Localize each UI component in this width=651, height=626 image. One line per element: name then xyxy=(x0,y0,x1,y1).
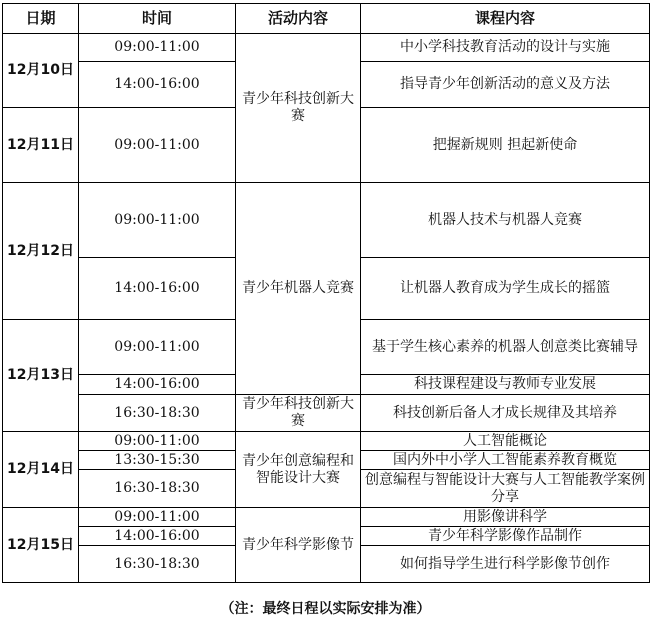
time-cell: 16:30-18:30 xyxy=(79,395,236,432)
table-row xyxy=(3,183,650,258)
time-cell: 09:00-11:00 xyxy=(79,183,236,258)
time-cell: 09:00-11:00 xyxy=(79,320,236,375)
table-row xyxy=(3,34,650,62)
date-cell: 12月14日 xyxy=(3,432,79,508)
date-cell: 12月15日 xyxy=(3,508,79,583)
header-activity: 活动内容 xyxy=(236,4,361,34)
course-cell: 中小学科技教育活动的设计与实施 xyxy=(361,34,650,62)
table-row xyxy=(3,395,650,432)
header-row xyxy=(3,4,650,34)
course-cell: 创意编程与智能设计大赛与人工智能教学案例分享 xyxy=(361,470,650,508)
course-cell: 把握新规则 担起新使命 xyxy=(361,108,650,183)
header-course: 课程内容 xyxy=(361,4,650,34)
date-cell: 12月10日 xyxy=(3,34,79,108)
course-cell: 科技课程建设与教师专业发展 xyxy=(361,375,650,395)
course-cell: 国内外中小学人工智能素养教育概览 xyxy=(361,451,650,470)
time-cell: 09:00-11:00 xyxy=(79,34,236,62)
time-cell: 09:00-11:00 xyxy=(79,432,236,451)
activity-cell: 青少年科技创新大赛 xyxy=(236,395,361,432)
course-cell: 青少年科学影像作品制作 xyxy=(361,527,650,546)
time-cell: 16:30-18:30 xyxy=(79,470,236,508)
activity-cell: 青少年科学影像节 xyxy=(236,508,361,583)
schedule-table xyxy=(2,3,650,583)
course-cell: 让机器人教育成为学生成长的摇篮 xyxy=(361,258,650,320)
time-cell: 09:00-11:00 xyxy=(79,508,236,527)
activity-cell: 青少年机器人竞赛 xyxy=(236,183,361,395)
time-cell: 13:30-15:30 xyxy=(79,451,236,470)
date-cell: 12月13日 xyxy=(3,320,79,432)
table-row xyxy=(3,508,650,527)
course-cell: 机器人技术与机器人竞赛 xyxy=(361,183,650,258)
time-cell: 14:00-16:00 xyxy=(79,62,236,108)
header-time: 时间 xyxy=(79,4,236,34)
course-cell: 如何指导学生进行科学影像节创作 xyxy=(361,546,650,583)
time-cell: 16:30-18:30 xyxy=(79,546,236,583)
footnote: （注：最终日程以实际安排为准） xyxy=(220,601,431,617)
time-cell: 14:00-16:00 xyxy=(79,375,236,395)
course-cell: 科技创新后备人才成长规律及其培养 xyxy=(361,395,650,432)
time-cell: 14:00-16:00 xyxy=(79,527,236,546)
time-cell: 14:00-16:00 xyxy=(79,258,236,320)
activity-cell: 青少年创意编程和智能设计大赛 xyxy=(236,432,361,508)
activity-cell: 青少年科技创新大赛 xyxy=(236,34,361,183)
course-cell: 用影像讲科学 xyxy=(361,508,650,527)
course-cell: 指导青少年创新活动的意义及方法 xyxy=(361,62,650,108)
time-cell: 09:00-11:00 xyxy=(79,108,236,183)
header-date: 日期 xyxy=(3,4,79,34)
course-cell: 人工智能概论 xyxy=(361,432,650,451)
date-cell: 12月12日 xyxy=(3,183,79,320)
date-cell: 12月11日 xyxy=(3,108,79,183)
course-cell: 基于学生核心素养的机器人创意类比赛辅导 xyxy=(361,320,650,375)
table-row xyxy=(3,432,650,451)
